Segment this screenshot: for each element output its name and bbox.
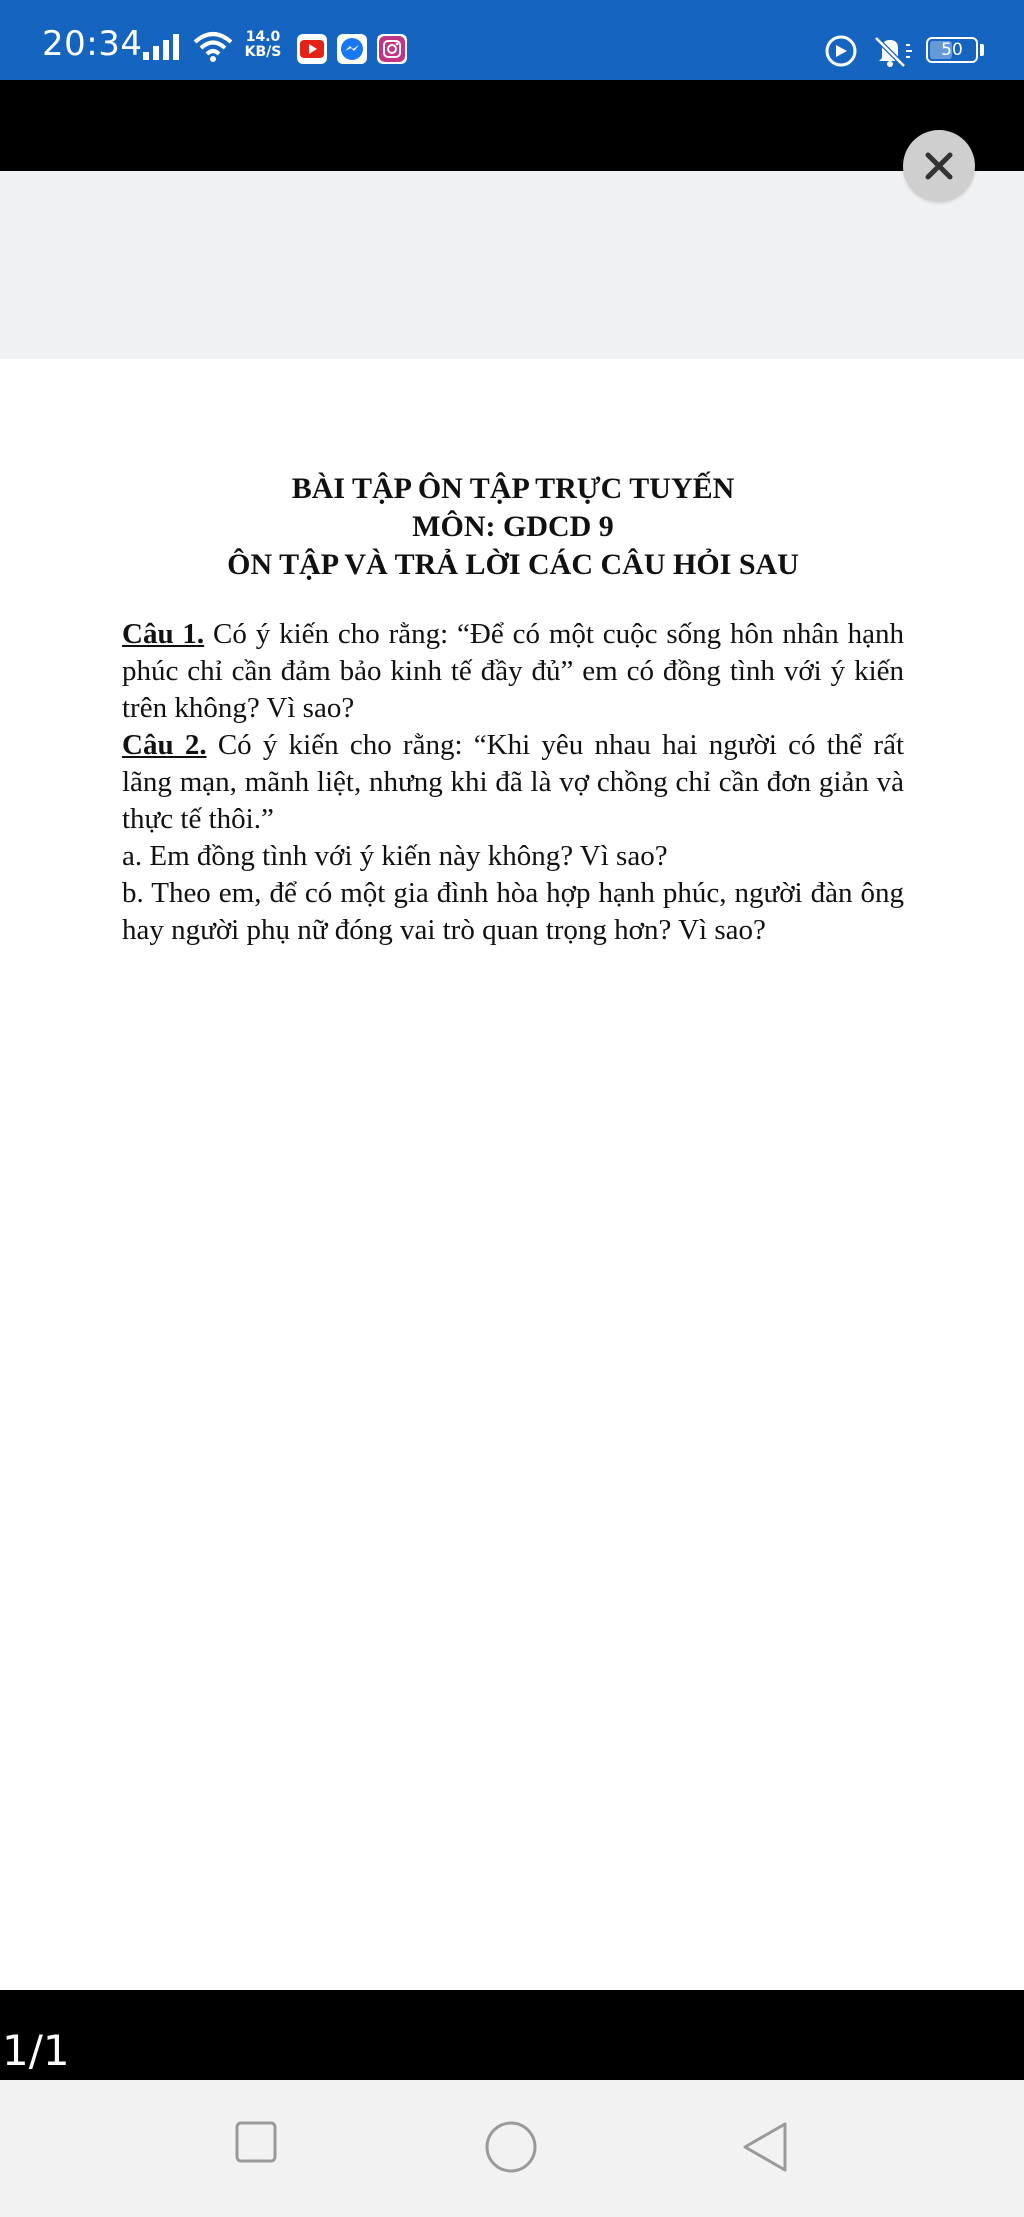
mute-icon: [872, 34, 914, 68]
home-icon[interactable]: [484, 2120, 538, 2174]
question-2: [122, 727, 904, 838]
viewer-bottom-bar: [0, 1990, 1024, 2080]
net-speed-value: 14.0: [245, 29, 281, 45]
net-speed: [243, 30, 283, 60]
youtube-icon: [297, 34, 327, 64]
document-title: [122, 470, 904, 584]
viewer-header-band: [0, 171, 1024, 359]
title-line-1: BÀI TẬP ÔN TẬP TRỰC TUYẾN: [291, 472, 735, 505]
recent-apps-icon[interactable]: [234, 2120, 278, 2164]
title-line-2: MÔN: GDCD 9: [412, 510, 614, 543]
close-icon: [922, 149, 956, 183]
signal-icon: [142, 32, 184, 62]
question-2-part-b: b. Theo em, để có một gia đình hòa hợp hạnh phúc, người đàn ông hay người phụ nữ đóng vai trò quan trọng hơn? Vì sao?: [122, 877, 904, 946]
back-icon[interactable]: [741, 2120, 789, 2174]
net-speed-unit: KB/S: [244, 44, 282, 60]
question-2-part-a: a. Em đồng tình với ý kiến này không? Vì sao?: [122, 840, 668, 872]
status-time: 20:34: [42, 24, 143, 64]
viewer-top-bar: [0, 80, 1024, 171]
document-page: [122, 470, 904, 949]
instagram-icon: [377, 34, 407, 64]
question-1-text: Có ý kiến cho rằng: “Để có một cuộc sống hôn nhân hạnh phúc chỉ cần đảm bảo kinh tế đầy đủ” em có đồng tình với ý kiến trên không? Vì sao?: [122, 618, 904, 724]
messenger-icon: [337, 34, 367, 64]
question-2-text: Có ý kiến cho rằng: “Khi yêu nhau hai người có thể rất lãng mạn, mãnh liệt, nhưng khi đã là vợ chồng chỉ cần đơn giản và thực tế thôi.”: [122, 729, 904, 835]
battery-icon: [926, 37, 978, 63]
question-2-label: Câu 2.: [122, 729, 207, 761]
close-button[interactable]: [903, 130, 975, 202]
page-indicator: 1/1: [2, 2026, 70, 2075]
data-saver-icon: [824, 34, 858, 68]
battery-tip: [980, 44, 984, 56]
battery-level: 50: [941, 40, 963, 60]
wifi-icon: [193, 30, 233, 64]
question-1: [122, 616, 904, 727]
question-1-label: Câu 1.: [122, 618, 205, 650]
status-bar: [0, 0, 1024, 80]
document-body: [122, 616, 904, 949]
title-line-3: ÔN TẬP VÀ TRẢ LỜI CÁC CÂU HỎI SAU: [227, 548, 799, 581]
